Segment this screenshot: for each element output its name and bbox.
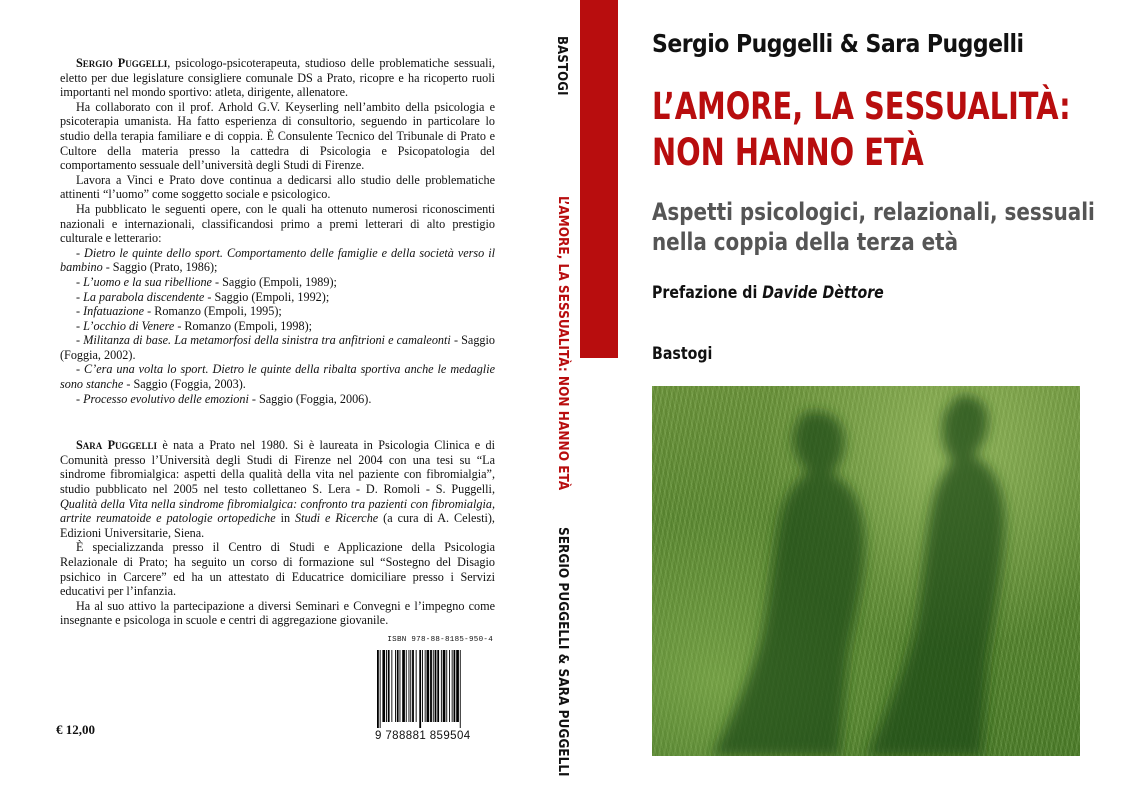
spine-authors: SERGIO PUGGELLI & SARA PUGGELLI [555,527,571,777]
work-item: - Dietro le quinte dello sport. Comportamento delle famiglie e della società verso il bambino - Saggio (Prato, 1986); [60,245,496,275]
sergio-bio-p2: Ha collaborato con il prof. Arhold G.V. Keyserling nell’ambito della psicologia e psicoterapia umanista. Ha fatto esperienza di consultorio, seguendo in particolare lo studio della terapia familiare e di coppia. È Consulente Tecnico del Tribunale di Prato e Cultore della materia presso la cattedra di Psicologia e Psicopatologia del comportamento sessuale dell’università degli Studi di Firenze. [60,99,495,173]
front-subtitle-line1: Aspetti psicologici, relazionali, sessuali [652,198,1095,226]
work-item: - L’uomo e la sua ribellione - Saggio (Empoli, 1989); [76,274,337,289]
spine-title: L’AMORE, LA SESSUALITÀ: NON HANNO ETÀ [555,196,571,491]
front-title-line2: NON HANNO ETÀ [652,131,924,174]
sara-name: Sara Puggelli [76,438,158,453]
work-item: - Militanza di base. La metamorfosi della sinistra tra anfitrioni e camaleonti - Saggio (Foggia, 2002). [60,333,495,362]
work-item: - L’occhio di Venere - Romanzo (Empoli, 1998); [76,318,313,333]
sergio-bio-p1: Sergio Puggelli, psicologo-psicoterapeuta, studioso delle problematiche sessuali, eletto per due legislature consigliere comunale DS a Prato, ricopre e ha ricoperto ruoli importanti nel mondo sportivo: atleta, dirigente, allenatore. [60,56,495,100]
front-preface: Prefazione di Davide Dèttore [652,283,884,302]
isbn-label: ISBN 978-88-8185-950-4 [387,636,493,644]
back-cover-text [60,56,495,628]
work-item: - Infatuazione - Romanzo (Empoli, 1995); [76,304,282,319]
barcode [375,636,493,744]
front-title-line1: L’AMORE, LA SESSUALITÀ: [652,85,1071,128]
shadow-left [712,411,865,756]
sergio-name: Sergio Puggelli [76,56,168,70]
sergio-bio-p3: Lavora a Vinci e Prato dove continua a dedicarsi allo studio delle problematiche attinenti “l’uomo” come soggetto sociale e psicologico. [60,172,495,202]
works-list [60,246,495,407]
barcode-bars [377,650,491,728]
sergio-bio-p4: Ha pubblicato le seguenti opere, con le quali ha ottenuto numerosi riconoscimenti nazionali e internazionali, classificandosi primo a premi letterari di alto prestigio culturale e letterario: [60,201,495,246]
shadow-right [867,395,1005,756]
shadow-figures [652,386,1080,756]
sara-bio-p3: Ha al suo attivo la partecipazione a diversi Seminari e Convegni e l’impegno come insegnante e psicologa in scuole e centri di aggregazione giovanile. [60,598,495,628]
front-publisher: Bastogi [652,344,713,363]
front-subtitle [652,197,1095,257]
spine-red-band [580,0,618,358]
spine-publisher: BASTOGI [554,36,569,96]
work-item: - Processo evolutivo delle emozioni - Saggio (Foggia, 2006). [76,391,372,406]
cover-photo-grass-shadows [652,386,1080,756]
front-subtitle-line2: nella coppia della terza età [652,228,959,256]
sara-bio-p2: È specializzanda presso il Centro di Studi e Applicazione della Psicologia Relazionale di Prato; ha seguito un corso di formazione sul “Sostegno del Disagio psichico in Carcere” ed ha un attestato di Educatrice domiciliare presso i Servizi educativi per l’infanzia. [60,540,495,599]
work-item: - La parabola discendente - Saggio (Empoli, 1992); [76,289,330,304]
price-label: € 12,00 [56,722,95,737]
preface-author: Davide Dèttore [762,283,884,302]
isbn-number: 9 788881 859504 [375,730,471,742]
work-item: - C’era una volta lo sport. Dietro le quinte della ribalta sportiva anche le medaglie sono stanche - Saggio (Foggia, 2003). [60,362,495,392]
front-title [652,84,1071,176]
sara-bio-p1: Sara Puggelli è nata a Prato nel 1980. Si è laureata in Psicologia Clinica e di Comunità presso l’Università degli Studi di Firenze nel 2004 con una tesi su “La sindrome fibromialgica: aspetti della qualità della vita nel paziente con fibromialgia”, studio pubblicato nel 2005 nel testo collettaneo S. Lera - D. Romoli - S. Puggelli, Qualità della Vita nella sindrome fibromialgica: confronto tra pazienti con fibromialgia, artrite reumatoide e patologie ortopediche in Studi e Ricerche (a cura di A. Celesti), Edizioni Universitarie, Siena. [60,438,496,540]
front-authors: Sergio Puggelli & Sara Puggelli [652,29,1024,58]
